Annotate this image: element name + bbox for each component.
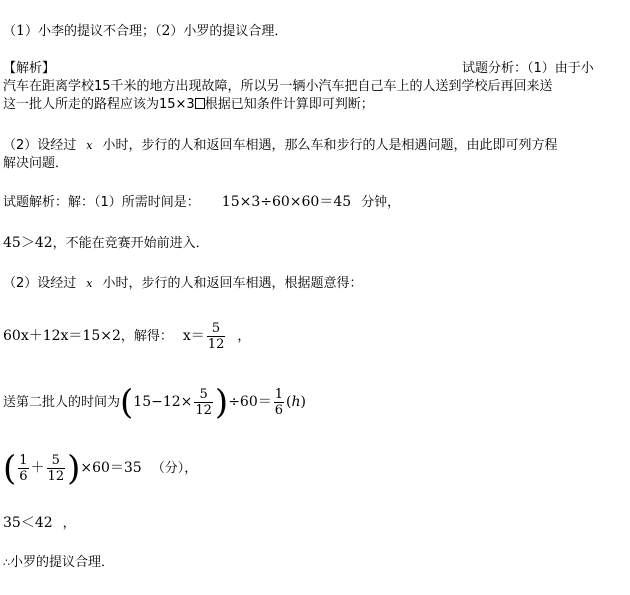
box-glyph [195, 98, 205, 109]
comparison: 35＜42 [3, 515, 53, 531]
analysis-heading: 【解析】 [3, 61, 56, 76]
solution-text: 小罗的提议合理． [10, 555, 115, 570]
right-paren: ) [214, 382, 229, 423]
fraction [194, 387, 213, 418]
analysis-part2 [3, 137, 558, 155]
fraction [274, 387, 284, 418]
solution-text: ， [237, 329, 251, 344]
equation: 15−12× [133, 394, 193, 410]
paren-open: （ [154, 24, 162, 39]
equation: 15×3÷60×60＝45 [221, 194, 352, 210]
part-number: 1 [16, 23, 25, 39]
paren-close: ） [170, 24, 184, 39]
solution-compare1 [3, 234, 209, 253]
right-paren: ) [67, 448, 81, 489]
analysis-text: 这一批人所走的路程应该为15×3 [3, 97, 195, 112]
therefore-symbol: ∴ [3, 556, 10, 569]
solution-text: ，不能在竞赛开始前进入． [52, 236, 209, 251]
analysis-text: 根据已知条件计算即可判断； [204, 97, 374, 112]
analysis-text: （2）设经过 [3, 138, 77, 153]
solution-text: ， [62, 516, 76, 531]
denominator: 12 [47, 469, 65, 484]
answer-part2: 小罗的提议合理． [183, 24, 288, 39]
left-paren: ( [3, 448, 17, 489]
fraction [207, 321, 226, 352]
analysis-line [3, 96, 374, 114]
solution-compare2 [3, 514, 76, 533]
numerator: 1 [274, 387, 284, 402]
analysis-text: （1）由于小 [527, 61, 594, 76]
solution-step2 [3, 275, 363, 293]
numerator: 5 [194, 387, 213, 403]
solution-time2: 送第二批人的时间为(15−12× $\frac{5}{12}$ )÷60＝ $\frac{1}{6}$ (h) [3, 382, 306, 423]
denominator: 6 [274, 403, 284, 418]
denominator: 6 [19, 469, 28, 484]
equation: ÷60＝ [228, 394, 272, 410]
equation: ×60＝35 [80, 460, 142, 476]
denominator: 12 [207, 337, 225, 352]
fraction [47, 453, 66, 484]
variable-x: x [86, 277, 93, 290]
equation: x＝ [182, 328, 205, 344]
solution-text: 送第二批人的时间为 [3, 395, 121, 410]
solution-conclusion [3, 554, 114, 572]
unit-hour: h [291, 394, 301, 410]
solution-text: （2）设经过 [3, 276, 77, 291]
numerator: 5 [207, 321, 226, 337]
answer-line [3, 22, 287, 41]
solution-sum [3, 450, 197, 487]
analysis-part2-cont: 解决问题． [3, 156, 69, 171]
equation: 60x＋12x＝15×2 [3, 328, 121, 344]
part-number: 2 [161, 23, 171, 39]
comparison: 45＞42 [3, 235, 53, 251]
paren-open: （ [3, 24, 17, 39]
plus-sign: ＋ [30, 460, 45, 476]
analysis-label: 试题分析： [462, 61, 528, 76]
numerator: 1 [19, 453, 28, 468]
solution-equation2 [3, 318, 250, 355]
paren-close: ） [24, 24, 38, 39]
numerator: 5 [47, 453, 66, 469]
solution-text: 试题解析：解：（1）所需时间是： [3, 195, 200, 210]
solution-text: （分）， [151, 461, 198, 476]
analysis-line: 汽车在距离学校15千米的地方出现故障，所以另一辆小汽车把自己车上的人送到学校后再回来送 [3, 79, 553, 94]
left-paren: ( [120, 382, 134, 423]
solution-text: 小时，步行的人和返回车相遇，根据题意得： [102, 276, 363, 291]
answer-part1: 小李的提议不合理； [37, 24, 155, 39]
solution-text: ，解得： [120, 329, 173, 344]
denominator: 12 [195, 403, 212, 418]
analysis-text: 小时，步行的人和返回车相遇，那么车和步行的人是相遇问题，由此即可列方程 [102, 138, 558, 153]
fraction [18, 453, 28, 484]
solution-text: 分钟， [361, 195, 401, 210]
analysis-part1-start [462, 60, 594, 78]
solution-step1 [3, 193, 400, 212]
variable-x: x [86, 139, 93, 152]
